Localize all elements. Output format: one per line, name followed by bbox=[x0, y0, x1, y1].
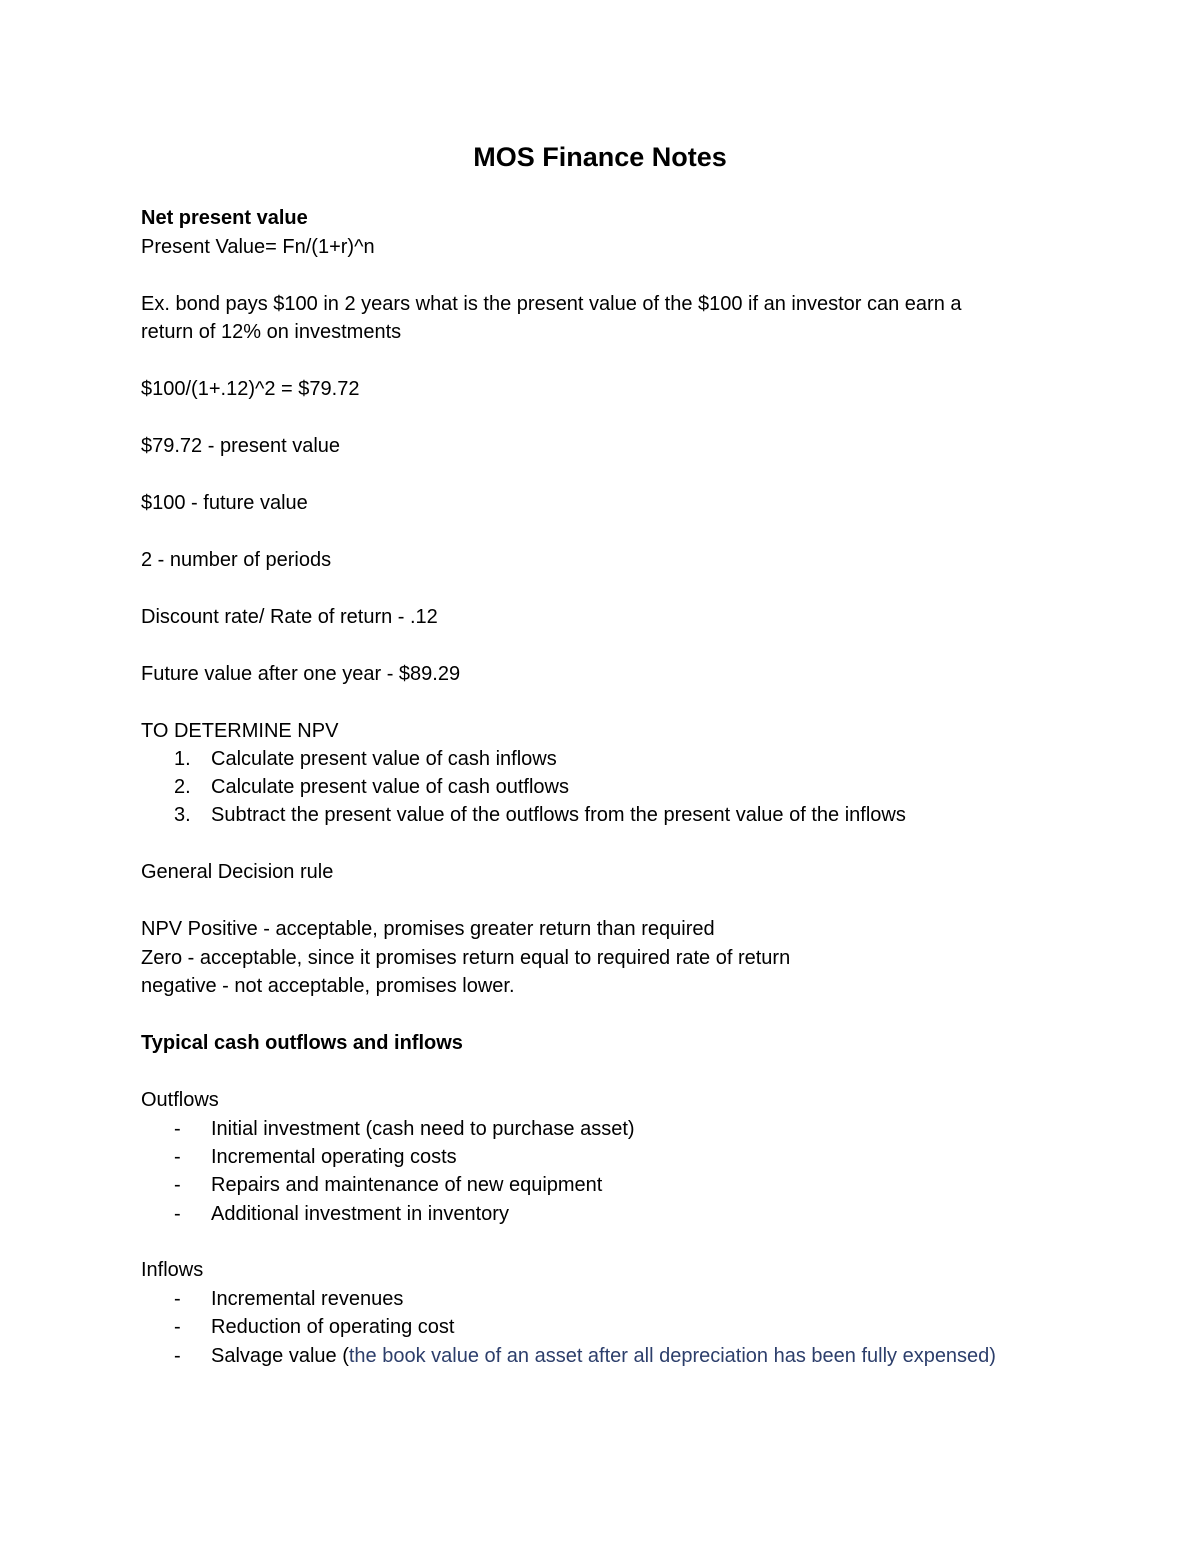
present-value-line: $79.72 - present value bbox=[141, 435, 341, 457]
list-item: Incremental operating costs bbox=[211, 1146, 457, 1168]
list-bullet: - bbox=[174, 1174, 181, 1196]
cash-heading: Typical cash outflows and inflows bbox=[141, 1032, 463, 1054]
determine-heading: TO DETERMINE NPV bbox=[141, 720, 339, 742]
step-number: 1. bbox=[174, 748, 191, 770]
decision-positive: NPV Positive - acceptable, promises greater return than required bbox=[141, 918, 715, 940]
npv-heading: Net present value bbox=[141, 207, 308, 229]
salvage-label: Salvage value ( bbox=[211, 1345, 349, 1367]
list-item: Initial investment (cash need to purchase asset) bbox=[211, 1118, 635, 1140]
pv-formula: Present Value= Fn/(1+r)^n bbox=[141, 236, 375, 258]
list-item: Reduction of operating cost bbox=[211, 1316, 455, 1338]
list-bullet: - bbox=[174, 1345, 181, 1367]
list-bullet: - bbox=[174, 1118, 181, 1140]
salvage-item bbox=[211, 1342, 996, 1370]
example-line-2: return of 12% on investments bbox=[141, 321, 402, 343]
list-bullet: - bbox=[174, 1288, 181, 1310]
salvage-definition: the book value of an asset after all depreciation has been fully expensed) bbox=[348, 1345, 996, 1367]
rate-line: Discount rate/ Rate of return - .12 bbox=[141, 606, 438, 628]
inflows-label: Inflows bbox=[141, 1259, 204, 1281]
step-text: Calculate present value of cash inflows bbox=[211, 748, 557, 770]
page-title: MOS Finance Notes bbox=[473, 142, 727, 172]
fv-one-year-line: Future value after one year - $89.29 bbox=[141, 663, 461, 685]
step-text: Subtract the present value of the outflows from the present value of the inflows bbox=[211, 804, 906, 826]
step-text: Calculate present value of cash outflows bbox=[211, 776, 569, 798]
list-item: Repairs and maintenance of new equipment bbox=[211, 1174, 603, 1196]
list-item: Incremental revenues bbox=[211, 1288, 404, 1310]
outflows-label: Outflows bbox=[141, 1089, 219, 1111]
list-bullet: - bbox=[174, 1146, 181, 1168]
list-bullet: - bbox=[174, 1203, 181, 1225]
future-value-line: $100 - future value bbox=[141, 492, 308, 514]
list-item: Additional investment in inventory bbox=[211, 1203, 509, 1225]
step-number: 3. bbox=[174, 804, 191, 826]
calc-line: $100/(1+.12)^2 = $79.72 bbox=[141, 378, 360, 400]
periods-line: 2 - number of periods bbox=[141, 549, 332, 571]
decision-negative: negative - not acceptable, promises lower. bbox=[141, 975, 515, 997]
decision-zero: Zero - acceptable, since it promises return equal to required rate of return bbox=[141, 947, 791, 969]
decision-heading: General Decision rule bbox=[141, 861, 334, 883]
step-number: 2. bbox=[174, 776, 191, 798]
list-bullet: - bbox=[174, 1316, 181, 1338]
example-line-1: Ex. bond pays $100 in 2 years what is the present value of the $100 if an investor can earn a bbox=[141, 293, 962, 315]
